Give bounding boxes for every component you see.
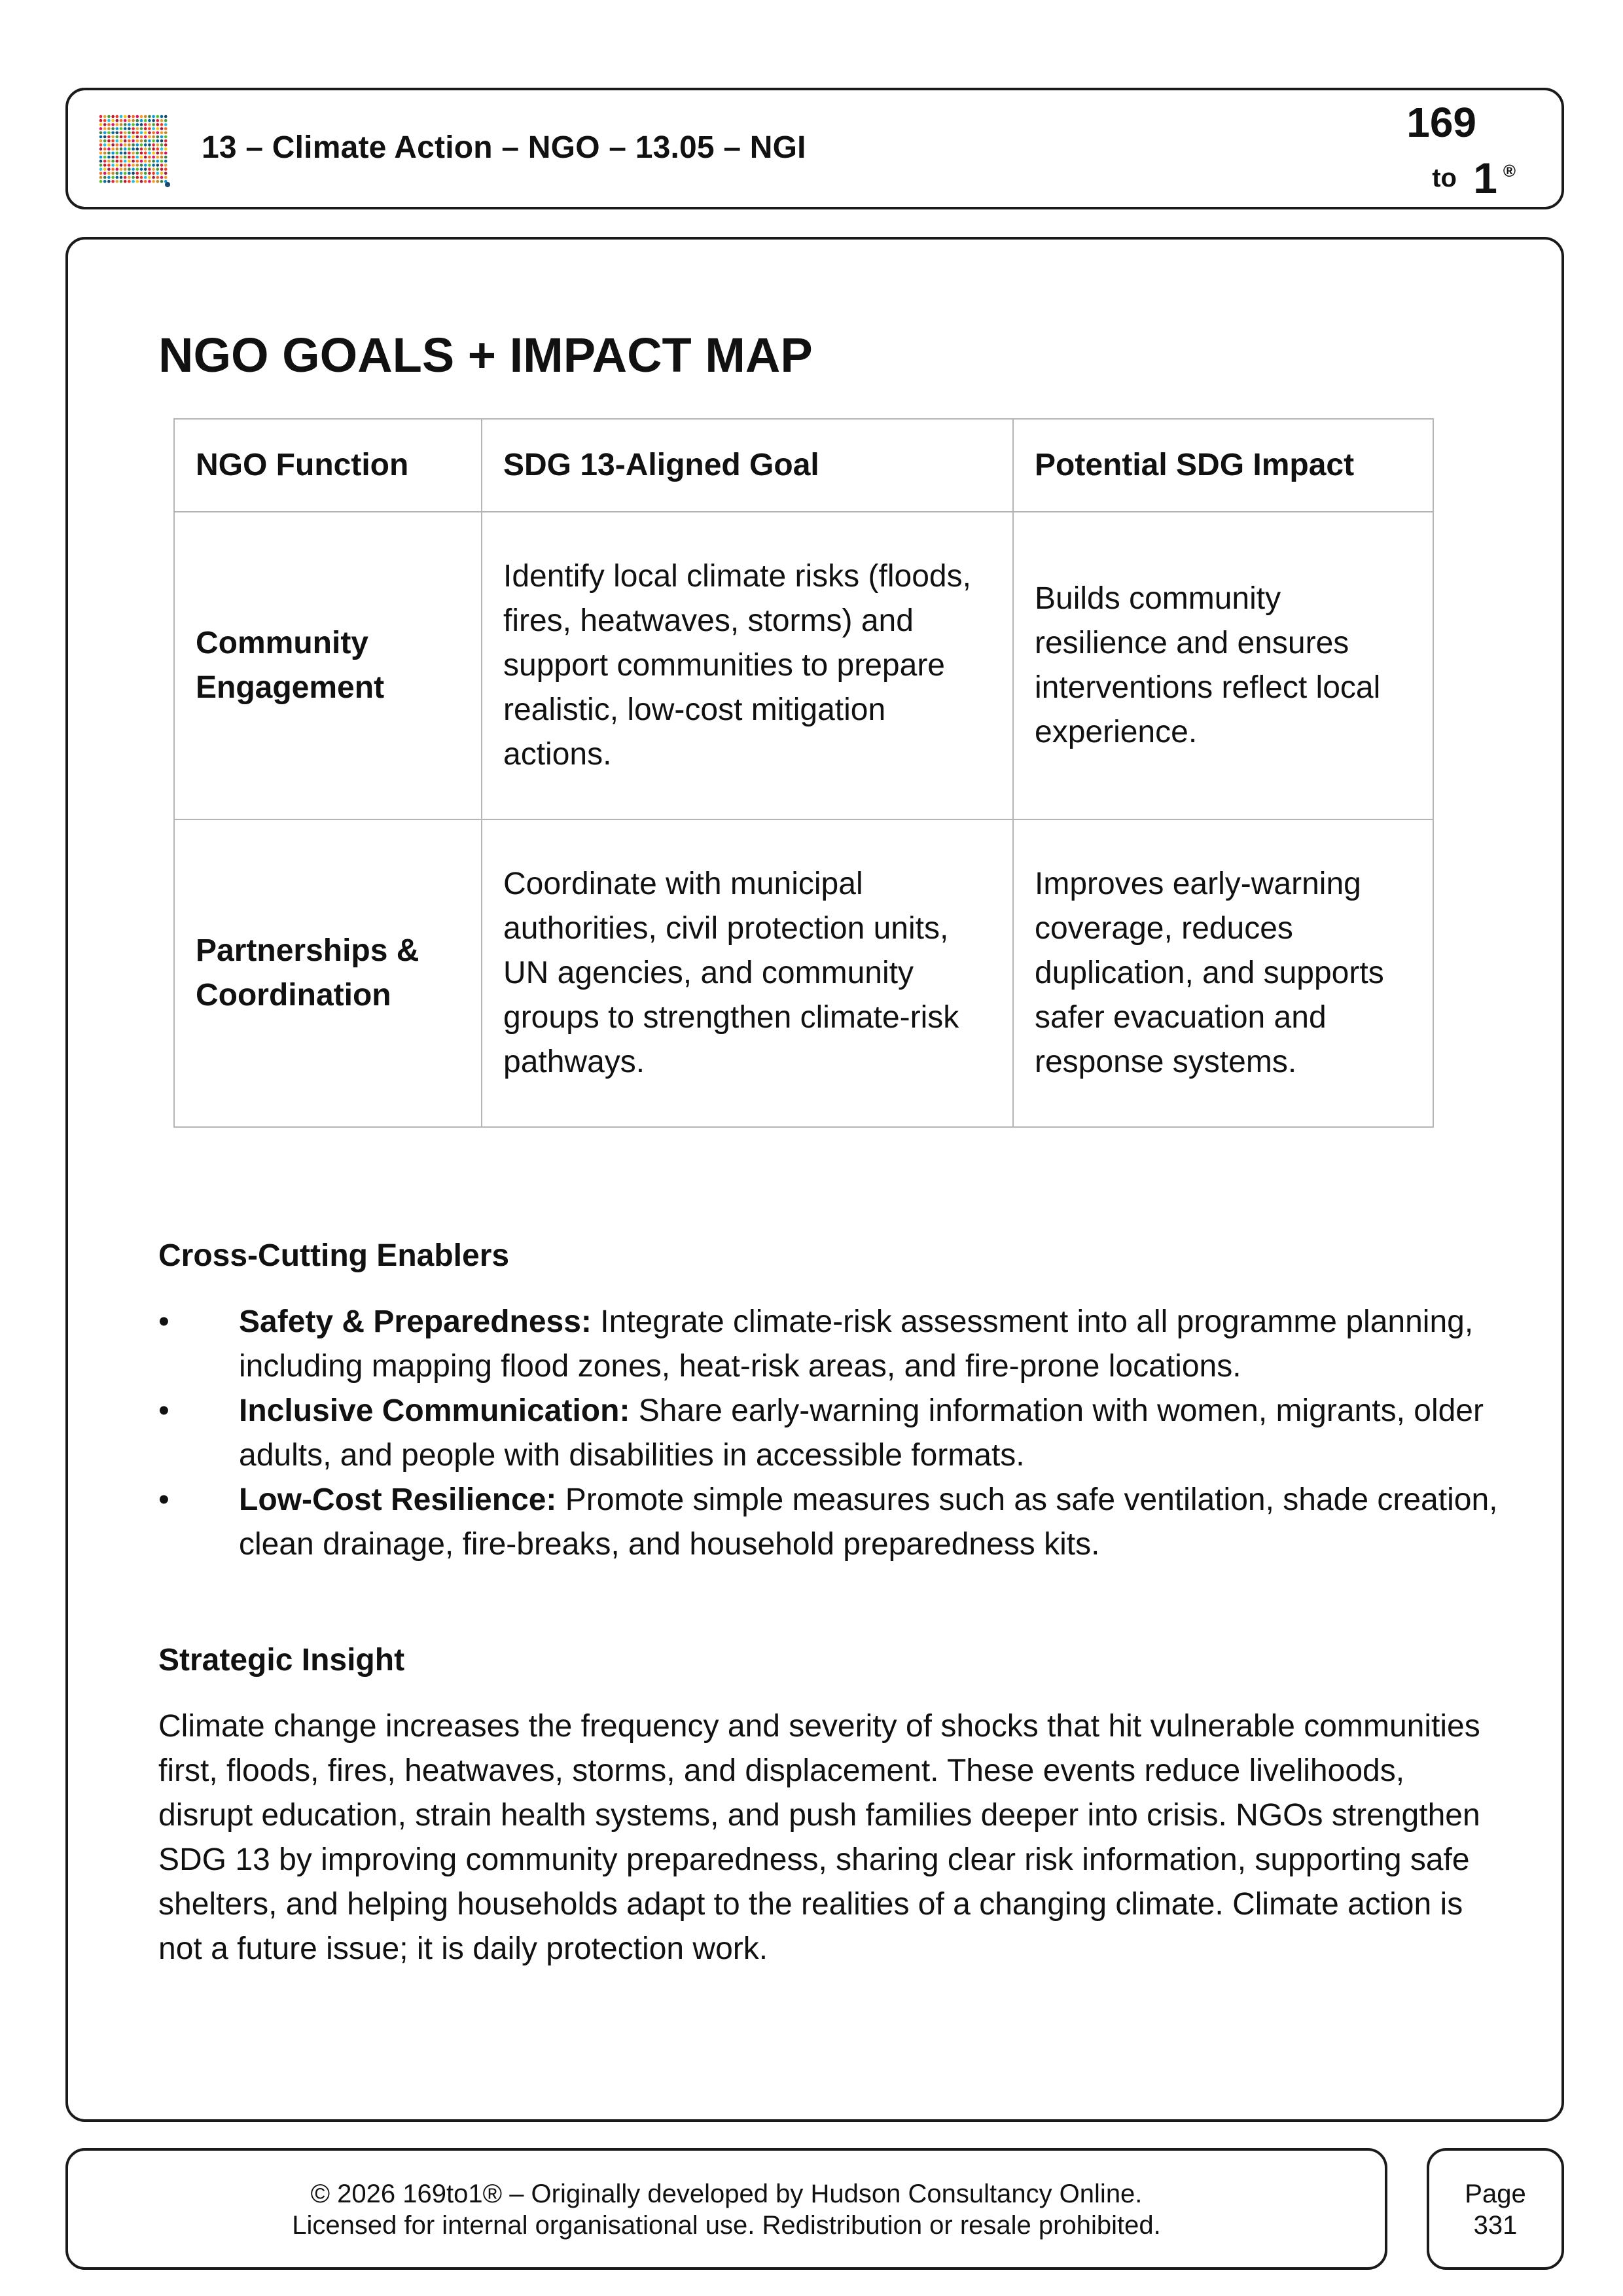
table-cell-impact: Improves early-warning coverage, reduces duplication, and supports safer evacuation and response systems.	[1013, 819, 1433, 1127]
list-item-text: Share early-warning information with women, migrants, older adults, and people with disabilities in accessible formats.	[239, 1393, 1484, 1473]
sdg-color-grid-logo-icon	[98, 114, 171, 187]
bullet-icon: •	[158, 1393, 169, 1428]
column-header-goal: SDG 13-Aligned Goal	[482, 419, 1013, 512]
impact-map-table	[173, 418, 1434, 1128]
table-cell-goal: Identify local climate risks (floods, fires, heatwaves, storms) and support communities to prepare realistic, low-cost mitigation actions.	[482, 512, 1013, 819]
bullet-icon: •	[158, 1482, 169, 1517]
copyright-line: © 2026 169to1® – Originally developed by Hudson Consultancy Online.	[310, 2179, 1143, 2208]
footer-bar	[65, 2148, 1387, 2270]
list-item-label: Inclusive Communication:	[239, 1393, 630, 1428]
brand-one: 1	[1473, 154, 1497, 202]
bullet-icon: •	[158, 1304, 169, 1339]
page-number: 331	[1473, 2211, 1518, 2240]
footer-text	[68, 2178, 1385, 2241]
list-item	[158, 1300, 1546, 1389]
brand-mark	[1398, 98, 1516, 209]
page-number-box	[1427, 2148, 1564, 2270]
header-bar	[65, 88, 1564, 209]
table-header-row	[174, 419, 1433, 512]
page-title: NGO GOALS + IMPACT MAP	[158, 328, 813, 382]
table-row	[174, 819, 1433, 1127]
table-cell-function: Partnerships & Coordination	[174, 819, 482, 1127]
list-item	[158, 1478, 1546, 1567]
header-title: 13 – Climate Action – NGO – 13.05 – NGI	[202, 130, 806, 165]
list-item	[158, 1389, 1546, 1478]
main-content-panel	[65, 237, 1564, 2122]
enablers-list	[158, 1300, 1546, 1567]
list-item-text: Promote simple measures such as safe ventilation, shade creation, clean drainage, fire-breaks, and household preparedness kits.	[239, 1482, 1498, 1562]
brand-number: 169	[1406, 99, 1476, 146]
brand-to: to	[1432, 164, 1457, 192]
table-cell-function: Community Engagement	[174, 512, 482, 819]
insight-paragraph: Climate change increases the frequency and severity of shocks that hit vulnerable communities first, floods, fires, heatwaves, storms, and displacement. These events reduce livelihoods, disrupt education, strain health systems, and push families deeper into crisis. NGOs strengthen SDG 13 by improving community preparedness, sharing clear risk information, supporting safe shelters, and helping households adapt to the realities of a changing climate. Climate action is not a future issue; it is daily protection work.	[158, 1709, 1480, 1966]
list-item-label: Low-Cost Resilience:	[239, 1482, 557, 1517]
page-label: Page	[1465, 2179, 1526, 2208]
list-item-label: Safety & Preparedness:	[239, 1304, 592, 1339]
insight-heading: Strategic Insight	[158, 1643, 405, 1677]
enablers-heading: Cross-Cutting Enablers	[158, 1238, 510, 1273]
list-item-text: Integrate climate-risk assessment into all programme planning, including mapping flood zones, heat-risk areas, and fire-prone locations.	[239, 1304, 1474, 1384]
column-header-function: NGO Function	[174, 419, 482, 512]
license-line: Licensed for internal organisational use. Redistribution or resale prohibited.	[292, 2211, 1161, 2240]
brand-registered-mark: ®	[1503, 161, 1516, 181]
column-header-impact: Potential SDG Impact	[1013, 419, 1433, 512]
table-row	[174, 512, 1433, 819]
table-cell-impact: Builds community resilience and ensures interventions reflect local experience.	[1013, 512, 1433, 819]
table-cell-goal: Coordinate with municipal authorities, civil protection units, UN agencies, and community groups to strengthen climate-risk pathways.	[482, 819, 1013, 1127]
